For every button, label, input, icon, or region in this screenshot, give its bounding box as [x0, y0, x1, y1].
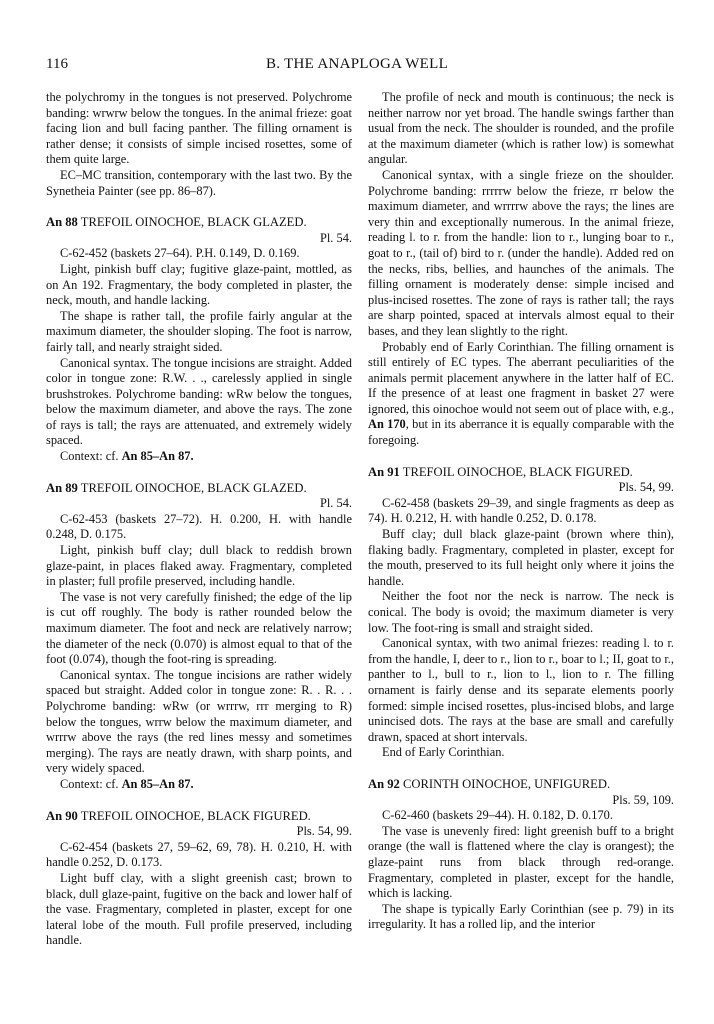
left-column	[46, 90, 352, 949]
catalog-entry-an90	[46, 809, 352, 949]
context-line	[46, 777, 352, 793]
entry-paragraph: The shape is rather tall, the profile fairly angular at the maximum diameter, the shoulder sloping. The foot is narrow, fairly tall, and nearly straight sided.	[46, 308, 352, 354]
entry-paragraph: The profile of neck and mouth is continuous; the neck is neither narrow nor yet broad. The handle swings farther than usual from the neck. The shoulder is rounded, and the profile at the maximum diameter (which is rather low) is somewhat angular.	[368, 90, 674, 167]
entry-paragraph: Neither the foot nor the neck is narrow. The neck is conical. The body is ovoid; the maximum diameter is very low. The foot-ring is small and straight sided.	[368, 589, 674, 635]
entry-number: An 90	[46, 808, 78, 823]
context-line	[46, 449, 352, 465]
context-label: Context: cf.	[60, 776, 119, 791]
entry-paragraph: C-62-458 (baskets 29–39, and single fragments as deep as 74). H. 0.212, H. with handle 0.252, D. 0.178.	[368, 495, 674, 526]
entry-paragraph: Light, pinkish buff clay; fugitive glaze-paint, mottled, as on An 192. Fragmentary, the body completed in plaster, the neck, mouth, and handle lacking.	[46, 261, 352, 308]
plate-reference: Pls. 54, 99.	[296, 824, 352, 839]
entry-heading	[46, 215, 352, 231]
entry-title: TREFOIL OINOCHOE, BLACK FIGURED.	[402, 464, 633, 479]
entry-title: TREFOIL OINOCHOE, BLACK GLAZED.	[80, 215, 307, 230]
context-refs: An 85–An 87.	[121, 449, 194, 464]
context-refs: An 85–An 87.	[121, 776, 194, 791]
entry-paragraph	[368, 340, 674, 449]
entry-paragraph: Canonical syntax, with a single frieze on the shoulder. Polychrome banding: rrrrrw below the frieze, rr below the maximum diameter, and wrrrrw above the rays; the lines are very thin and exceptionally numerous. In the animal frieze, reading l. to r. from the handle: lion to r., lunging boar to r., goat to r., (tail of) bird to r. (under the handle). Added red on the necks, ribs, bellies, and haunches of the animals. The filling ornament is moderately dense: simple incised and plus-incised rosettes. The zone of rays is rather tall; the rays are sharp pointed, spaced at intervals almost equal to their bases, and they lean slightly to the right.	[368, 167, 674, 338]
intro-paragraph: the polychromy in the tongues is not preserved. Polychrome banding: wrwrw below the tongues. In the animal frieze: goat facing lion and bull facing panther. The filling ornament is rather dense; it consists of simple incised rosettes, some of them quite large.	[46, 90, 352, 167]
entry-paragraph: The vase is unevenly fired: light greenish buff to a bright orange (the wall is flattened where the clay is orangest); the glaze-paint runs from black through red-orange. Fragmentary, completed in plaster, except for the handle, which is lacking.	[368, 823, 674, 901]
paragraph-text: , but in its aberrance it is equally comparable with the foregoing.	[368, 417, 674, 448]
entry-paragraph: Light, pinkish buff clay; dull black to reddish brown glaze-paint, in places flaked away. Fragmentary, completed in plaster; full profile preserved, including handle.	[46, 543, 352, 589]
context-label: Context: cf.	[60, 449, 119, 464]
plate-reference: Pls. 59, 109.	[612, 792, 674, 807]
entry-paragraph: Canonical syntax. The tongue incisions are rather widely spaced but straight. Added color in tongue zone: R. . R. . . Polychrome banding: wRw (or wrrrw, rrr merging to R) below the tongues, wrrw below the maximum diameter, and wrrrw above the rays (the red lines messy and sometimes merging). The rays are neatly drawn, with sharp points, and very widely spaced.	[46, 667, 352, 776]
entry-title: TREFOIL OINOCHOE, BLACK GLAZED.	[80, 480, 307, 495]
entry-number: An 89	[46, 480, 78, 495]
entry-paragraph: End of Early Corinthian.	[382, 745, 505, 760]
page-header	[46, 56, 668, 76]
entry-heading	[46, 481, 352, 497]
entry-title: CORINTH OINOCHOE, UNFIGURED.	[403, 776, 611, 791]
entry-paragraph: C-62-452 (baskets 27–64). P.H. 0.149, D. 0.169.	[60, 246, 300, 261]
catalog-entry-an88	[46, 215, 352, 465]
intro-paragraph: EC–MC transition, contemporary with the last two. By the Synetheia Painter (see pp. 86–87).	[46, 167, 352, 198]
catalog-entry-an92	[368, 777, 674, 933]
running-head: B. THE ANAPLOGA WELL	[265, 56, 449, 72]
page-number: 116	[46, 56, 68, 72]
entry-paragraph: Buff clay; dull black glaze-paint (brown where thin), flaking badly. Fragmentary, completed in plaster, except for the mouth, preserved to its full height only where it joins the handle.	[368, 527, 674, 588]
entry-paragraph: Canonical syntax. The tongue incisions are straight. Added color in tongue zone: R.W. . ., carelessly applied in single brushstrokes. Polychrome banding: wRw below the tongues, below the maximum diameter, and above the rays. The zone of rays is tall; the rays are attenuated, and extremely widely spaced.	[46, 355, 352, 448]
entry-number: An 91	[368, 464, 400, 479]
entry-heading	[46, 809, 352, 825]
entry-paragraph: C-62-454 (baskets 27, 59–62, 69, 78). H. 0.210, H. with handle 0.252, D. 0.173.	[46, 839, 352, 870]
catalog-entry-an91	[368, 465, 674, 761]
entry-paragraph: Light buff clay, with a slight greenish cast; brown to black, dull glaze-paint, fugitive on the back and lower half of the vase. Fragmentary, completed in plaster, except for one lateral lobe of the mouth. Full profile preserved, including handle.	[46, 870, 352, 948]
entry-paragraph: The shape is typically Early Corinthian (see p. 79) in its irregularity. It has a rolled lip, and the interior	[368, 901, 674, 932]
entry-paragraph: The vase is not very carefully finished; the edge of the lip is cut off roughly. The body is rather rounded below the maximum diameter. The foot and neck are relatively narrow; the diameter of the neck (0.070) is almost equal to that of the foot (0.074), though the foot-ring is spreading.	[46, 589, 352, 667]
entry-heading	[368, 777, 674, 793]
paragraph-text: Probably end of Early Corinthian. The filling ornament is still entirely of EC types. The aberrant peculiarities of the animals permit placement anywhere in the latter half of EC. If the presence of at least one fragment in basket 27 were ignored, this oinochoe would not seem out of place with, e.g.,	[368, 339, 674, 416]
plate-reference: Pl. 54.	[319, 496, 352, 511]
entry-number: An 92	[368, 776, 400, 791]
entry-number: An 88	[46, 215, 78, 230]
entry-paragraph: C-62-453 (baskets 27–72). H. 0.200, H. with handle 0.248, D. 0.175.	[46, 511, 352, 542]
right-column	[368, 90, 674, 933]
catalog-entry-an89	[46, 481, 352, 793]
entry-paragraph: Canonical syntax, with two animal friezes: reading l. to r. from the handle, I, deer to r., lion to r., boar to l.; II, goat to r., panther to l., bull to r., lion to l., lion to r. The filling ornament is fairly dense and its separate elements poorly formed: simple incised rosettes, plus-incised blobs, and large unincised dots. The rays at the base are small and carefully drawn, spaced at short intervals.	[368, 636, 674, 744]
entry-paragraph: C-62-460 (baskets 29–44). H. 0.182, D. 0.170.	[382, 808, 613, 823]
entry-heading	[368, 465, 674, 481]
cross-reference: An 170	[368, 417, 406, 432]
plate-reference: Pls. 54, 99.	[618, 480, 674, 495]
entry-title: TREFOIL OINOCHOE, BLACK FIGURED.	[80, 808, 311, 823]
plate-reference: Pl. 54.	[319, 230, 352, 245]
